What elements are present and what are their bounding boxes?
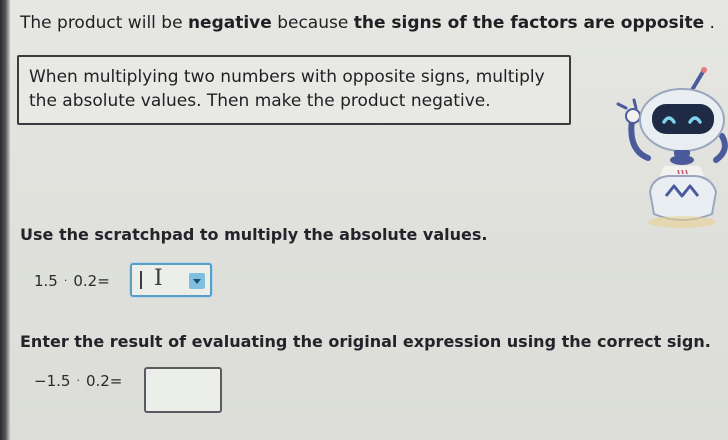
equals-sign: = bbox=[109, 372, 123, 390]
operand-a: 1.5 bbox=[34, 272, 58, 290]
equals-sign: = bbox=[97, 272, 110, 290]
result-sign-statement bbox=[20, 12, 715, 34]
statement-text: because bbox=[271, 13, 354, 33]
screen-bezel bbox=[0, 0, 10, 440]
hint-text: When multiplying two numbers with opposite signs, multiply the absolute values. Then make the product negative. bbox=[29, 67, 545, 111]
robot-mascot-icon bbox=[612, 62, 728, 234]
multiply-dot: · bbox=[63, 274, 68, 287]
statement-text: The product will be bbox=[20, 13, 188, 33]
operand-b: 0.2 bbox=[73, 272, 98, 290]
chevron-down-icon[interactable] bbox=[189, 273, 205, 289]
multiply-dot: · bbox=[76, 374, 80, 387]
operand-a: −1.5 bbox=[34, 372, 71, 390]
final-answer-input[interactable] bbox=[144, 367, 222, 413]
text-caret bbox=[140, 271, 142, 289]
final-equation bbox=[34, 372, 122, 390]
statement-text: . bbox=[704, 13, 715, 33]
final-answer-prompt: Enter the result of evaluating the original expression using the correct sign. bbox=[20, 332, 711, 351]
statement-reason: the signs of the factors are opposite bbox=[353, 13, 705, 33]
hint-box bbox=[17, 55, 571, 125]
text-cursor-icon: I bbox=[154, 266, 163, 291]
scratchpad-answer-input[interactable] bbox=[130, 263, 212, 297]
statement-negative: negative bbox=[187, 13, 272, 33]
scratchpad-prompt: Use the scratchpad to multiply the absolute values. bbox=[20, 225, 488, 244]
scratchpad-equation bbox=[34, 272, 110, 290]
operand-b: 0.2 bbox=[85, 372, 110, 390]
